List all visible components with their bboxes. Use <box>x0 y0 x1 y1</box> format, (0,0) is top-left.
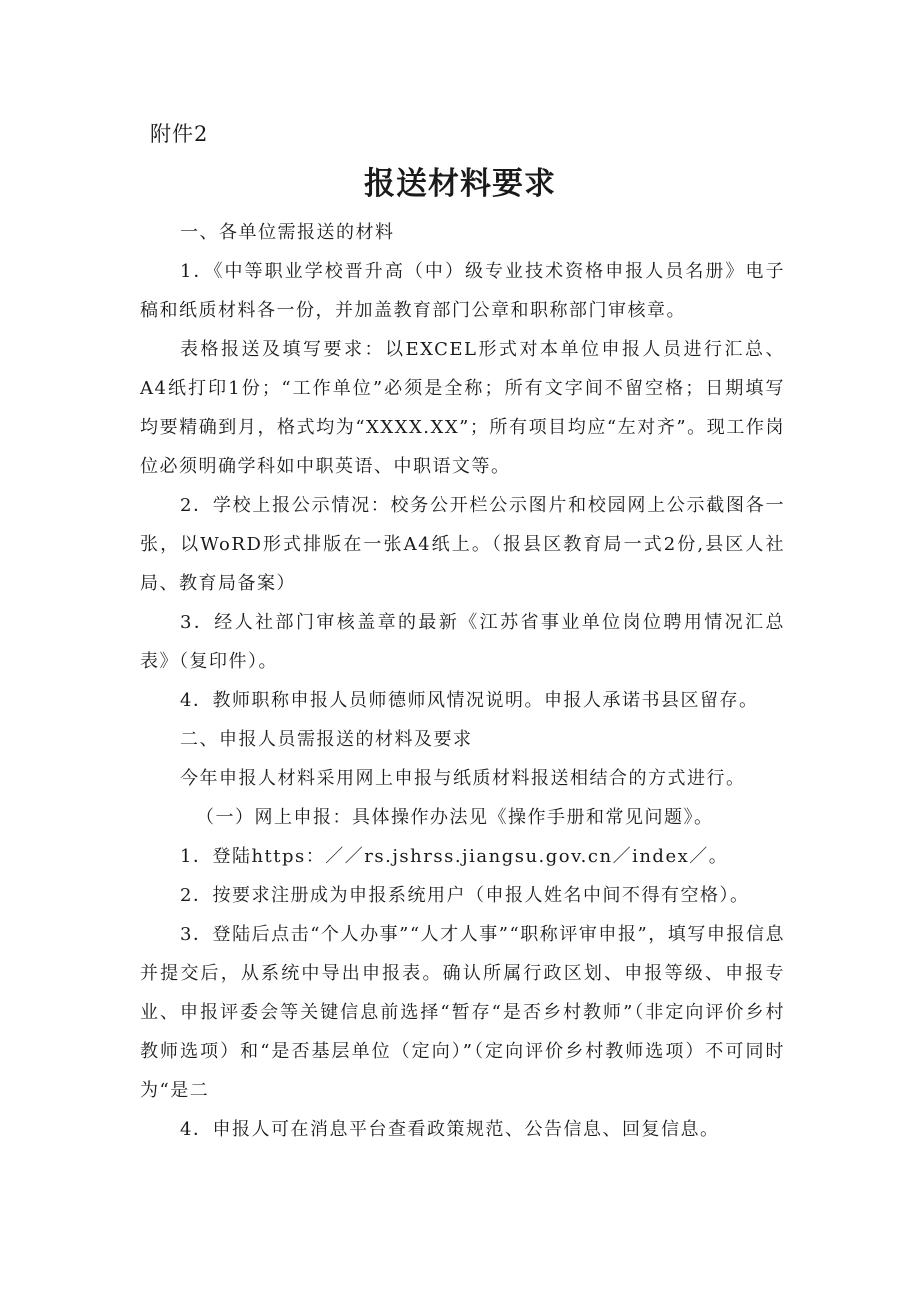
paragraph-form-requirements: 表格报送及填写要求：以EXCEL形式对本单位申报人员进行汇总、A4纸打印1份；“工作单位”必须是全称；所有文字间不留空格；日期填写均要精确到月，格式均为“XXXX.XX”；所有项目均应“左对齐”。现工作岗位必须明确学科如中职英语、中职语文等。 <box>140 339 785 477</box>
paragraph-step-4: 4．申报人可在消息平台查看政策规范、公告信息、回复信息。 <box>180 1119 720 1140</box>
paragraph-step-2: 2．按要求注册成为申报系统用户（申报人姓名中间不得有空格）。 <box>180 885 750 906</box>
paragraph-item-2: 2．学校上报公示情况：校务公开栏公示图片和校园网上公示截图各一张，以WoRD形式排版在一张A4纸上。（报县区教育局一式2份,县区人社局、教育局备案） <box>140 495 785 594</box>
paragraph-item-3: 3．经人社部门审核盖章的最新《江苏省事业单位岗位聘用情况汇总表》（复印件）。 <box>140 612 785 672</box>
attachment-label: 附件2 <box>150 122 209 146</box>
paragraph-step-1: 1．登陆https：／／rs.jshrss.jiangsu.gov.cn／index／。 <box>180 846 729 867</box>
paragraph-step-3: 3．登陆后点击“个人办事”“人才人事”“职称评审申报”，填写申报信息并提交后，从系统中导出申报表。确认所属行政区划、申报等级、申报专业、申报评委会等关键信息前选择“暂存“是否乡村教师”（非定向评价乡村教师选项）和“是否基层单位（定向）”（定向评价乡村教师选项）不可同时为“是二 <box>140 924 785 1101</box>
section-heading-2: 二、申报人员需报送的材料及要求 <box>180 729 473 750</box>
subsection-heading-online: （一）网上申报：具体操作办法见《操作手册和常见问题》。 <box>196 807 714 828</box>
section-heading-1: 一、各单位需报送的材料 <box>180 222 395 243</box>
paragraph-item-1: 1．《中等职业学校晋升高（中）级专业技术资格申报人员名册》电子稿和纸质材料各一份，并加盖教育部门公章和职称部门审核章。 <box>140 261 785 321</box>
document-title: 报送材料要求 <box>364 166 556 202</box>
paragraph-intro: 今年申报人材料采用网上申报与纸质材料报送相结合的方式进行。 <box>180 768 746 789</box>
document-body <box>140 213 785 1149</box>
paragraph-item-4: 4．教师职称申报人员师德师风情况说明。申报人承诺书县区留存。 <box>180 690 759 711</box>
